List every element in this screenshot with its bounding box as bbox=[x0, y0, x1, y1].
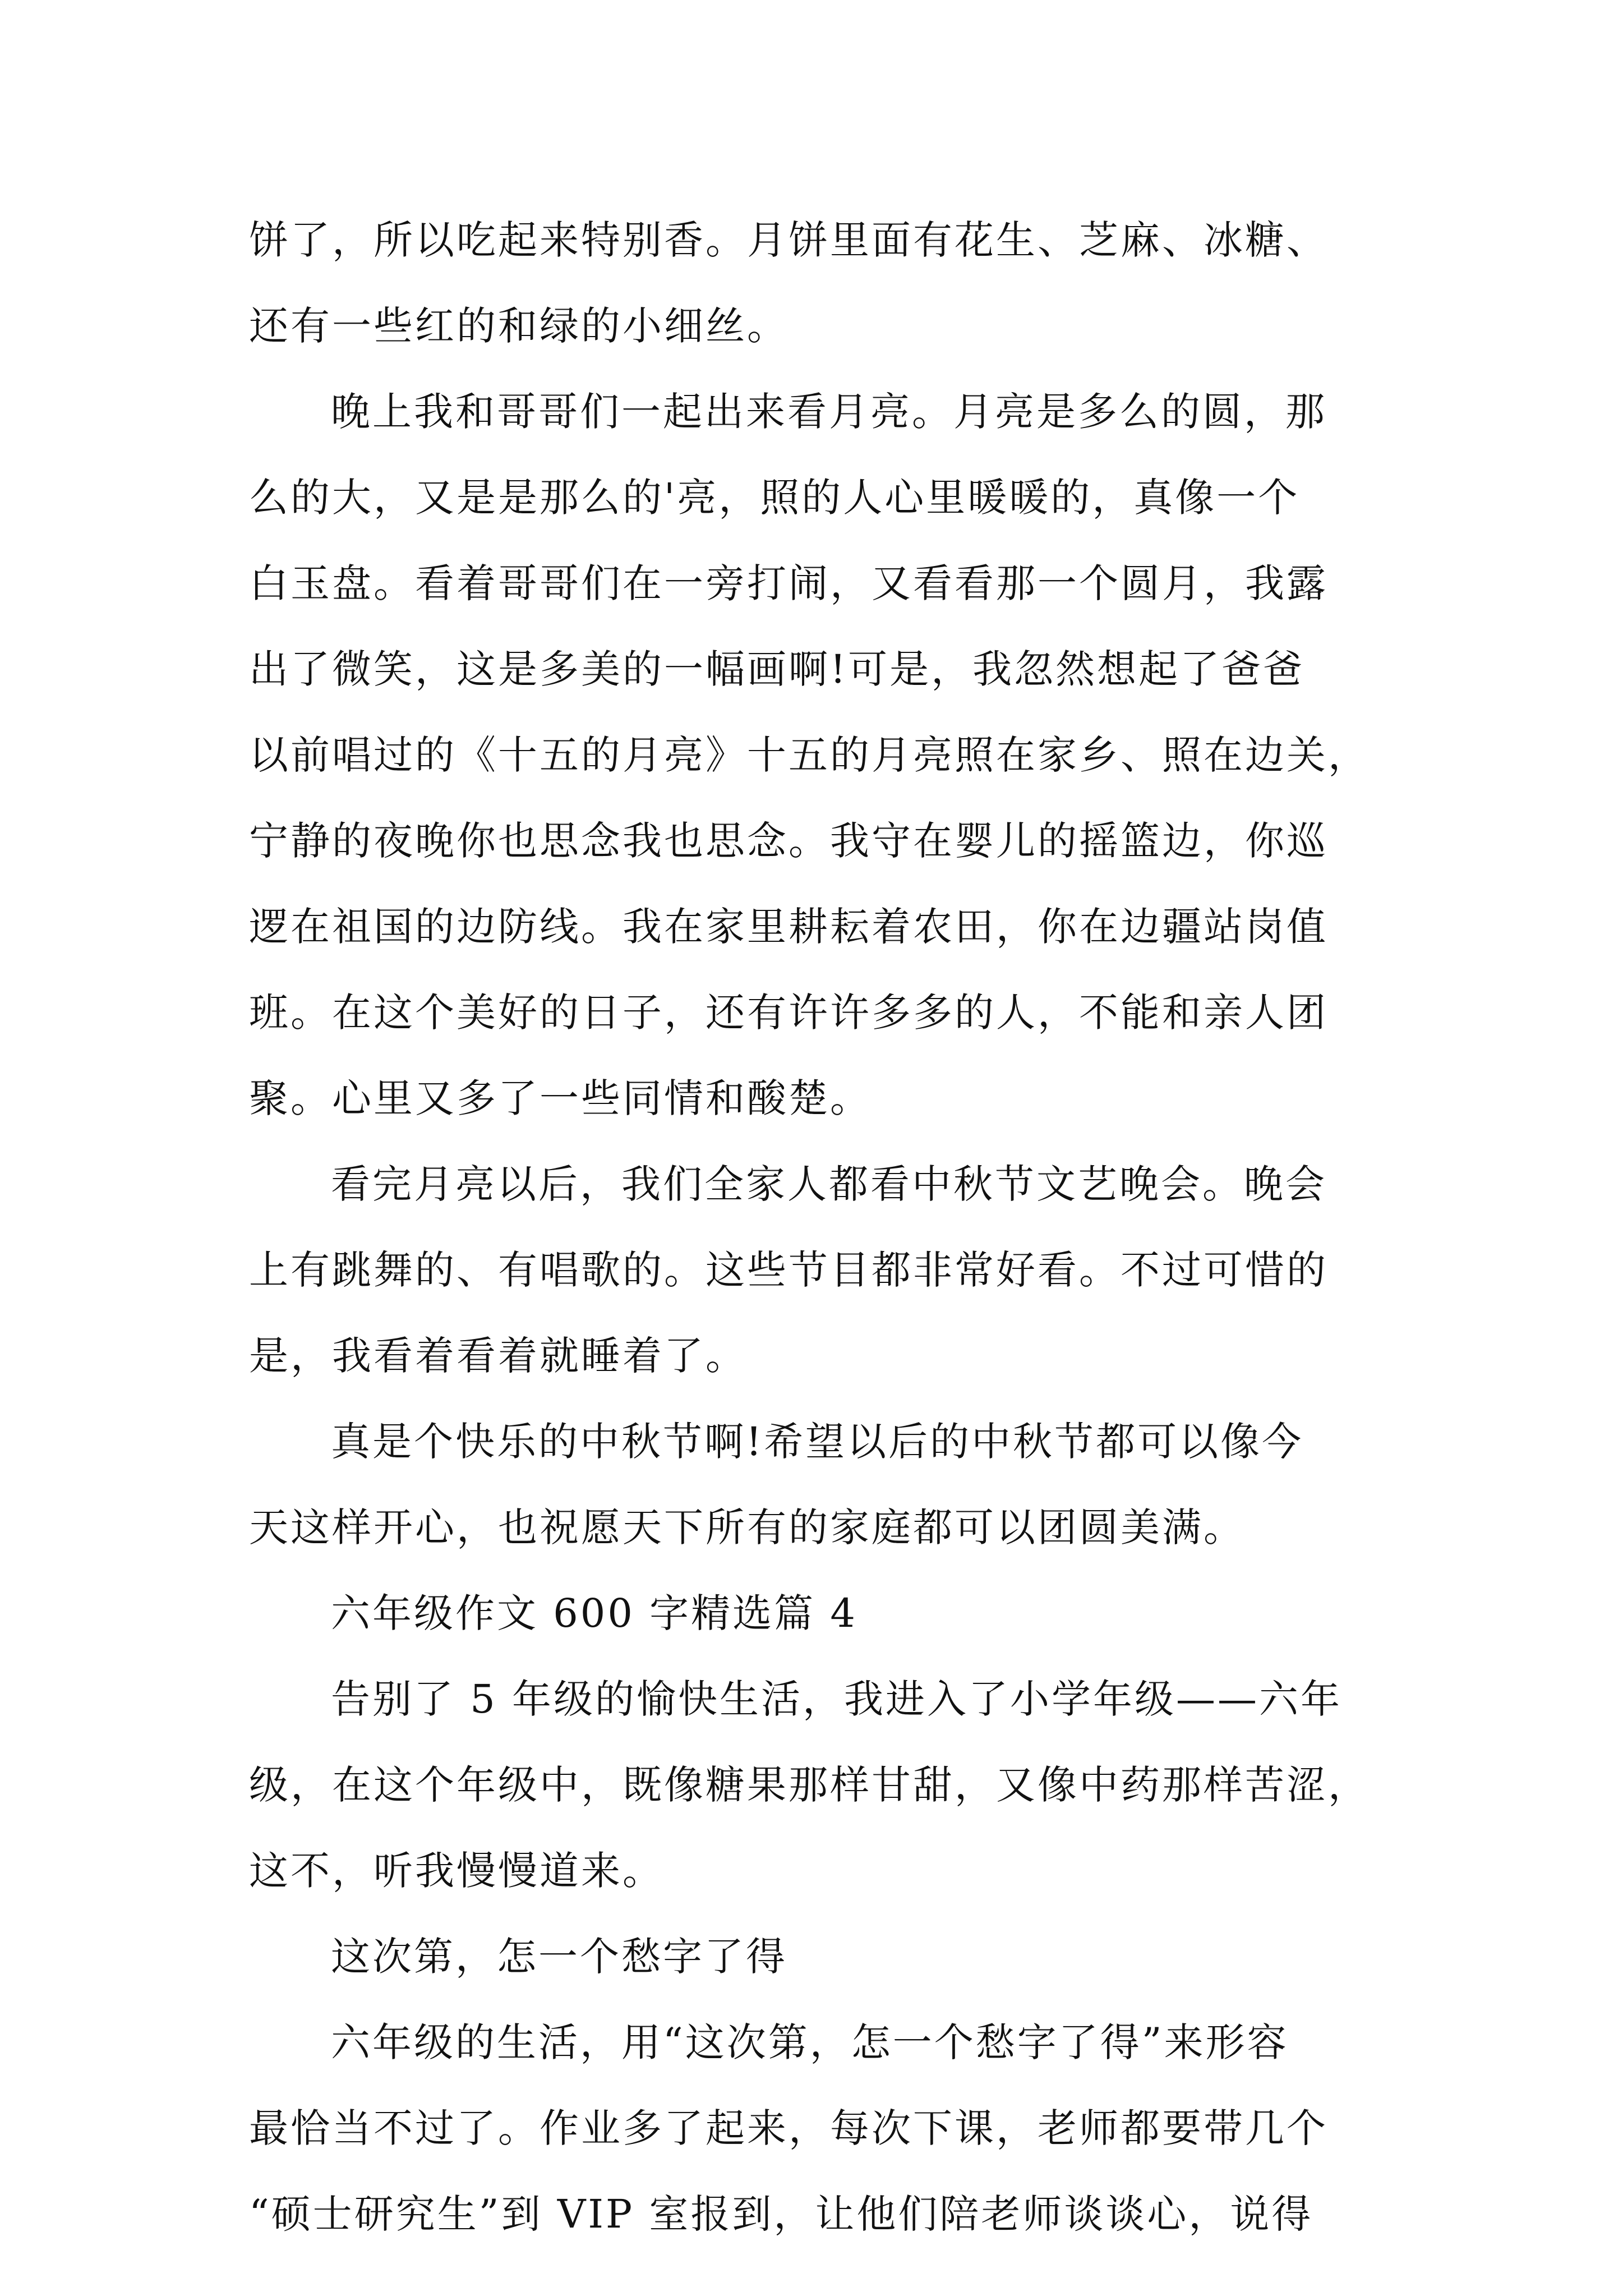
text-line: 班。在这个美好的日子，还有许许多多的人，不能和亲人团 bbox=[249, 990, 1328, 1036]
paragraph-start-line: 告别了 5 年级的愉快生活，我进入了小学年级——六年 bbox=[331, 1676, 1343, 1722]
text-line: 出了微笑，这是多美的一幅画啊!可是，我忽然想起了爸爸 bbox=[249, 646, 1305, 692]
subheading: 这次第，怎一个愁字了得 bbox=[331, 1934, 787, 1980]
text-line: 上有跳舞的、有唱歌的。这些节目都非常好看。不过可惜的 bbox=[249, 1247, 1328, 1293]
text-line: 白玉盘。看着哥哥们在一旁打闹，又看看那一个圆月，我露 bbox=[249, 560, 1328, 606]
text-line: 级，在这个年级中，既像糖果那样甘甜，又像中药那样苦涩， bbox=[249, 1762, 1370, 1808]
paragraph-start-line: 晚上我和哥哥们一起出来看月亮。月亮是多么的圆，那 bbox=[331, 389, 1327, 435]
section-heading: 六年级作文 600 字精选篇 4 bbox=[331, 1590, 857, 1636]
text-line: 这不，听我慢慢道来。 bbox=[249, 1848, 664, 1894]
text-line: 天这样开心，也祝愿天下所有的家庭都可以团圆美满。 bbox=[249, 1504, 1245, 1550]
text-line: 么的大，又是是那么的'亮，照的人心里暖暖的，真像一个 bbox=[249, 475, 1300, 521]
paragraph-start-line: 六年级的生活，用“这次第，怎一个愁字了得”来形容 bbox=[331, 2019, 1289, 2065]
text-line: 还有一些红的和绿的小细丝。 bbox=[249, 303, 789, 349]
body-text bbox=[249, 197, 1393, 2257]
paragraph-start-line: 真是个快乐的中秋节啊!希望以后的中秋节都可以像今 bbox=[331, 1419, 1304, 1465]
text-line: “硕士研究生”到 VIP 室报到，让他们陪老师谈谈心，说得 bbox=[249, 2191, 1313, 2237]
text-line: 以前唱过的《十五的月亮》十五的月亮照在家乡、照在边关， bbox=[249, 732, 1370, 778]
text-line: 最恰当不过了。作业多了起来，每次下课，老师都要带几个 bbox=[249, 2105, 1328, 2151]
text-line: 逻在祖国的边防线。我在家里耕耘着农田，你在边疆站岗值 bbox=[249, 904, 1328, 950]
text-line: 聚。心里又多了一些同情和酸楚。 bbox=[249, 1075, 872, 1121]
text-line: 是，我看着看着就睡着了。 bbox=[249, 1333, 747, 1379]
paragraph-start-line: 看完月亮以后，我们全家人都看中秋节文艺晚会。晚会 bbox=[331, 1161, 1327, 1207]
text-line: 饼了，所以吃起来特别香。月饼里面有花生、芝麻、冰糖、 bbox=[249, 217, 1328, 263]
text-line: 宁静的夜晚你也思念我也思念。我守在婴儿的摇篮边，你巡 bbox=[249, 818, 1328, 864]
